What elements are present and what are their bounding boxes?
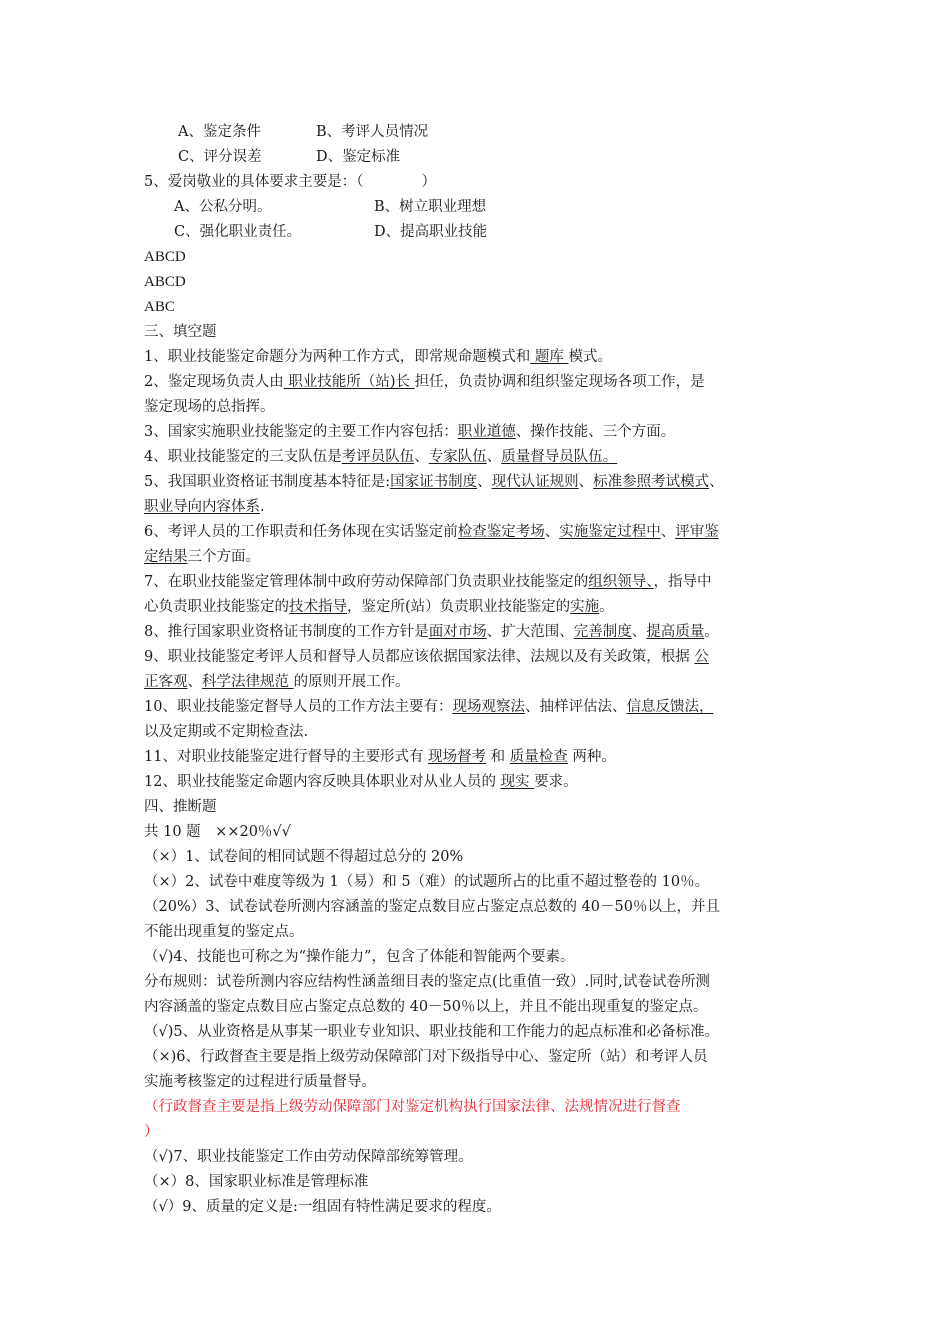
fill-item-10-cont: 以及定期或不定期检查法. (144, 724, 309, 740)
fill-item-5: 5、我国职业资格证书制度基本特征是:国家证书制度、现代认证规则、标准参照考试模式、 (144, 474, 724, 490)
option-d: D、提高职业技能 (374, 224, 488, 240)
option-row (144, 120, 814, 145)
answer-blank: 正客观 (144, 674, 188, 690)
section-title: 四、推断题 (144, 799, 217, 815)
judgement-line: （×）1、试卷间的相同试题不得超过总分的 20% (144, 849, 464, 865)
answer-blank: 考评员队伍 (341, 449, 415, 465)
answer-blank: 质量督导员队伍。 (501, 449, 618, 465)
judgement-line: 实施考核鉴定的过程进行质量督导。 (144, 1074, 376, 1090)
answer-blank: 专家队伍 (428, 449, 487, 465)
fill-item-7-cont: 心负责职业技能鉴定的技术指导，鉴定所(站）负责职业技能鉴定的实施。 (144, 599, 614, 615)
answer-blank: 职业导向内容体系 (144, 499, 260, 515)
red-note: （行政督查主要是指上级劳动保障部门对鉴定机构执行国家法律、法规情况进行督查 (144, 1099, 681, 1115)
fill-item-12: 12、职业技能鉴定命题内容反映具体职业对从业人员的 现实 要求。 (144, 774, 578, 790)
fill-item-7: 7、在职业技能鉴定管理体制中政府劳动保障部门负责职业技能鉴定的组织领导、，指导中 (144, 574, 712, 590)
answer-blank: 完善制度 (573, 624, 632, 640)
judgement-line: （20%）3、试卷试卷所测内容涵盖的鉴定点数目应占鉴定点总数的 40－50％以上，并且 (144, 899, 720, 915)
answer-blank: 组织领导、 (588, 574, 654, 590)
judgement-line: （×）8、国家职业标准是管理标准 (144, 1174, 369, 1190)
answer-blank: 信息反馈法， (626, 699, 714, 715)
fill-item-1: 1、职业技能鉴定命题分为两种工作方式，即常规命题模式和 题库 模式。 (144, 349, 612, 365)
fill-item-3: 3、国家实施职业技能鉴定的主要工作内容包括：职业道德、操作技能、三个方面。 (144, 424, 676, 440)
answer-blank: 面对市场 (428, 624, 487, 640)
option-row (144, 220, 814, 245)
answer-blank: 职业道德 (457, 424, 516, 440)
answer-blank: 技术指导 (289, 599, 347, 615)
fill-item-4: 4、职业技能鉴定的三支队伍是考评员队伍、专家队伍、质量督导员队伍。 (144, 449, 618, 465)
answer-line: ABCD (144, 274, 186, 290)
answer-blank: 现场督考 (428, 749, 487, 765)
fill-item-6: 6、考评人员的工作职责和任务体现在实话鉴定前检查鉴定考场、实施鉴定过程中、评审鉴 (144, 524, 719, 540)
judgement-line: （×)6、行政督查主要是指上级劳动保障部门对下级指导中心、鉴定所（站）和考评人员 (144, 1049, 708, 1065)
question-5-stem: 5、爱岗敬业的具体要求主要是：（ ） (144, 174, 436, 190)
option-b: B、考评人员情况 (316, 124, 429, 140)
answer-blank: 实施鉴定过程中 (559, 524, 661, 540)
answer-blank: 提高质量 (646, 624, 705, 640)
judgement-line: 内容涵盖的鉴定点数目应占鉴定点总数的 40－50％以上，并且不能出现重复的鉴定点。 (144, 999, 708, 1015)
judgement-line: （√)5、从业资格是从事某一职业专业知识、职业技能和工作能力的起点标准和必备标准。 (144, 1024, 720, 1040)
fill-item-9: 9、职业技能鉴定考评人员和督导人员都应该依据国家法律、法规以及有关政策，根据 公 (144, 649, 709, 665)
answer-blank: 检查鉴定考场 (457, 524, 545, 540)
answer-blank: 标准参照考试模式 (593, 474, 710, 490)
answer-blank: 公 (694, 649, 709, 665)
document-page (144, 120, 814, 1220)
option-a: A、公私分明。 (174, 199, 272, 215)
answer-blank: 科学法律规范 (202, 674, 294, 690)
judgement-line: （√)4、技能也可称之为“操作能力”，包含了体能和智能两个要素。 (144, 949, 575, 965)
answer-blank: 现代认证规则 (491, 474, 579, 490)
option-a: A、鉴定条件 (178, 124, 261, 140)
judgement-line: （√）9、质量的定义是:一组固有特性满足要求的程度。 (144, 1199, 501, 1215)
option-c: C、强化职业责任。 (174, 224, 302, 240)
answer-line: ABC (144, 299, 175, 315)
fill-item-8: 8、推行国家职业资格证书制度的工作方针是面对市场、扩大范围、完善制度、提高质量。 (144, 624, 719, 640)
fill-item-2-cont: 鉴定现场的总指挥。 (144, 399, 275, 415)
judgement-line: （√)7、职业技能鉴定工作由劳动保障部统筹管理。 (144, 1149, 473, 1165)
judgement-summary: 共 10 题 ××20％√√ (144, 824, 291, 840)
fill-item-10: 10、职业技能鉴定督导人员的工作方法主要有：现场观察法、抽样评估法、信息反馈法， (144, 699, 714, 715)
answer-line: ABCD (144, 249, 186, 265)
option-d: D、鉴定标准 (316, 149, 401, 165)
answer-blank: 职业技能所（站)长 (283, 374, 415, 390)
answer-blank: 现场观察法 (452, 699, 525, 715)
option-b: B、树立职业理想 (374, 199, 487, 215)
option-c: C、评分误差 (178, 149, 262, 165)
fill-item-5-cont: 职业导向内容体系. (144, 499, 265, 515)
answer-blank: 题库 (530, 349, 569, 365)
answer-blank: 实施 (570, 599, 600, 615)
judgement-line: 分布规则：试卷所测内容应结构性涵盖细目表的鉴定点(比重值一致）.同时,试卷试卷所测 (144, 974, 710, 990)
red-note-cont: ） (144, 1124, 159, 1140)
option-row (144, 195, 814, 220)
fill-item-11: 11、对职业技能鉴定进行督导的主要形式有 现场督考 和 质量检查 两种。 (144, 749, 616, 765)
fill-item-6-cont: 定结果三个方面。 (144, 549, 260, 565)
fill-item-2: 2、鉴定现场负责人由 职业技能所（站)长 担任，负责协调和组织鉴定现场各项工作，是 (144, 374, 705, 390)
option-row (144, 145, 814, 170)
answer-blank: 国家证书制度 (390, 474, 478, 490)
answer-blank: 质量检查 (509, 749, 568, 765)
answer-blank: 评审鉴 (675, 524, 719, 540)
section-title: 三、填空题 (144, 324, 217, 340)
fill-item-9-cont: 正客观、科学法律规范 的原则开展工作。 (144, 674, 410, 690)
answer-blank: 定结果 (144, 549, 188, 565)
answer-blank: 现实 (500, 774, 535, 790)
judgement-line: （×）2、试卷中难度等级为 1（易）和 5（难）的试题所占的比重不超过整卷的 10％。 (144, 874, 710, 890)
judgement-line: 不能出现重复的鉴定点。 (144, 924, 304, 940)
